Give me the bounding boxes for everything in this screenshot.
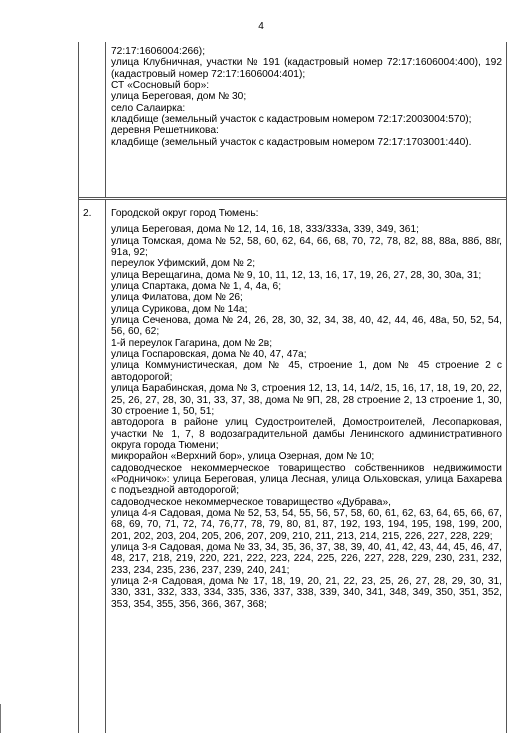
address-line: улица Спартака, дома № 1, 4, 4а, 6; xyxy=(111,281,282,293)
address-line: улица Филатова, дом № 26; xyxy=(111,292,243,304)
address-line: улица 2-я Садовая, дома № 17, 18, 19, 20, 21, 22, 23, 25, 26, 27, 28, 29, 30, 31, 330, 331, 332, 333, 334, 335, 336, 337, 338, 339, 340, 341, 348, 349, 350, 351, 352, 353, 354, 355, 356, 366, 367, 368; xyxy=(111,576,502,610)
address-line: кладбище (земельный участок с кадастровым номером 72:17:2003004:570); xyxy=(111,114,472,126)
table-row-continuation xyxy=(79,42,506,198)
address-line: улица Томская, дома № 52, 58, 60, 62, 64, 66, 68, 70, 72, 78, 82, 88, 88а, 88б, 88г, 91а, 92; xyxy=(111,235,502,259)
address-line: улица Клубничная, участки № 191 (кадастровый номер 72:17:1606004:400), 192 (кадастровый номер 72:17:1606004:401); xyxy=(111,57,502,80)
row-content xyxy=(111,46,502,148)
address-line: деревня Решетникова: xyxy=(111,125,219,137)
section-heading: Городской округ город Тюмень: xyxy=(111,208,259,219)
table-row-tyumen xyxy=(79,203,506,733)
address-line: улица Коммунистическая, дом № 45, строение 1, дом № 45 строение 2 с автодорогой; xyxy=(111,360,502,383)
address-line: микрорайон «Верхний бор», улица Озерная, дом № 10; xyxy=(111,451,375,463)
address-line: улица Сурикова, дом № 14а; xyxy=(111,303,248,315)
row-content xyxy=(111,208,502,610)
margin-rule xyxy=(0,704,1,733)
row-number: 2. xyxy=(83,208,92,219)
address-line: улица Береговая, дом № 30; xyxy=(111,91,247,103)
address-line: село Салаирка: xyxy=(111,102,186,114)
address-line: улица 3-я Садовая, дома № 33, 34, 35, 36, 37, 38, 39, 40, 41, 42, 43, 44, 45, 46, 47, 48, 217, 218, 219, 220, 221, 222, 223, 224, 225, 226, 227, 228, 229, 230, 231, 232, 233, 234, 235, 236, 237, 239, 240, 241; xyxy=(111,541,502,576)
page-number: 4 xyxy=(258,21,264,32)
address-line: 72:17:1606004:266); xyxy=(111,46,206,57)
address-line: СТ «Сосновый бор»: xyxy=(111,80,210,92)
address-line: улица Верещагина, дома № 9, 10, 11, 12, 13, 16, 17, 19, 26, 27, 28, 30, 30а, 31; xyxy=(111,269,482,281)
address-line: улица Госпаровская, дома № 40, 47, 47а; xyxy=(111,349,307,361)
address-line: улица 4-я Садовая, дома № 52, 53, 54, 55, 56, 57, 58, 60, 61, 62, 63, 64, 65, 66, 67, 68, 69, 70, 71, 72, 74, 76,77, 78, 79, 80, 81, 87, 192, 193, 194, 195, 198, 199, 200, 201, 202, 203, 204, 205, 206, 207, 209, 210, 211, 213, 214, 215, 226, 227, 228, 229; xyxy=(111,507,502,542)
address-line: улица Сеченова, дома № 24, 26, 28, 30, 32, 34, 38, 40, 42, 44, 46, 48а, 50, 52, 54, 56, 60, 62; xyxy=(111,315,502,338)
address-line: садоводческое некоммерческое товарищество «Дубрава», xyxy=(111,496,391,508)
address-line: улица Береговая, дома № 12, 14, 16, 18, 333/333а, 339, 349, 361; xyxy=(111,224,419,236)
address-line: улица Барабинская, дома № 3, строения 12, 13, 14, 14/2, 15, 16, 17, 18, 19, 20, 22, 25, 26, 27, 28, 30, 31, 33, 37, 38, дома № 9П, 28, 28 строение 2, 13 строение 1, 30, 30 строение 1, 50, 51; xyxy=(111,383,502,417)
row-number-cell xyxy=(79,42,106,197)
address-line: автодорога в районе улиц Судостроителей, Домостроителей, Лесопарковая, участки № 1, 7, 8 водозаградительной дамбы Ленинского административного округа города Тюмени; xyxy=(111,417,502,451)
address-table xyxy=(78,42,507,733)
row-number-cell xyxy=(79,203,106,733)
address-line: садоводческое некоммерческое товарищество собственников недвижимости «Родничок»: улица Береговая, улица Лесная, улица Ольховская, улица Бахарева с подъездной автодорогой; xyxy=(111,462,502,497)
address-line: переулок Уфимский, дом № 2; xyxy=(111,258,256,270)
address-line: 1-й переулок Гагарина, дом № 2в; xyxy=(111,337,273,349)
address-line: кладбище (земельный участок с кадастровым номером 72:17:1703001:440). xyxy=(111,136,472,148)
